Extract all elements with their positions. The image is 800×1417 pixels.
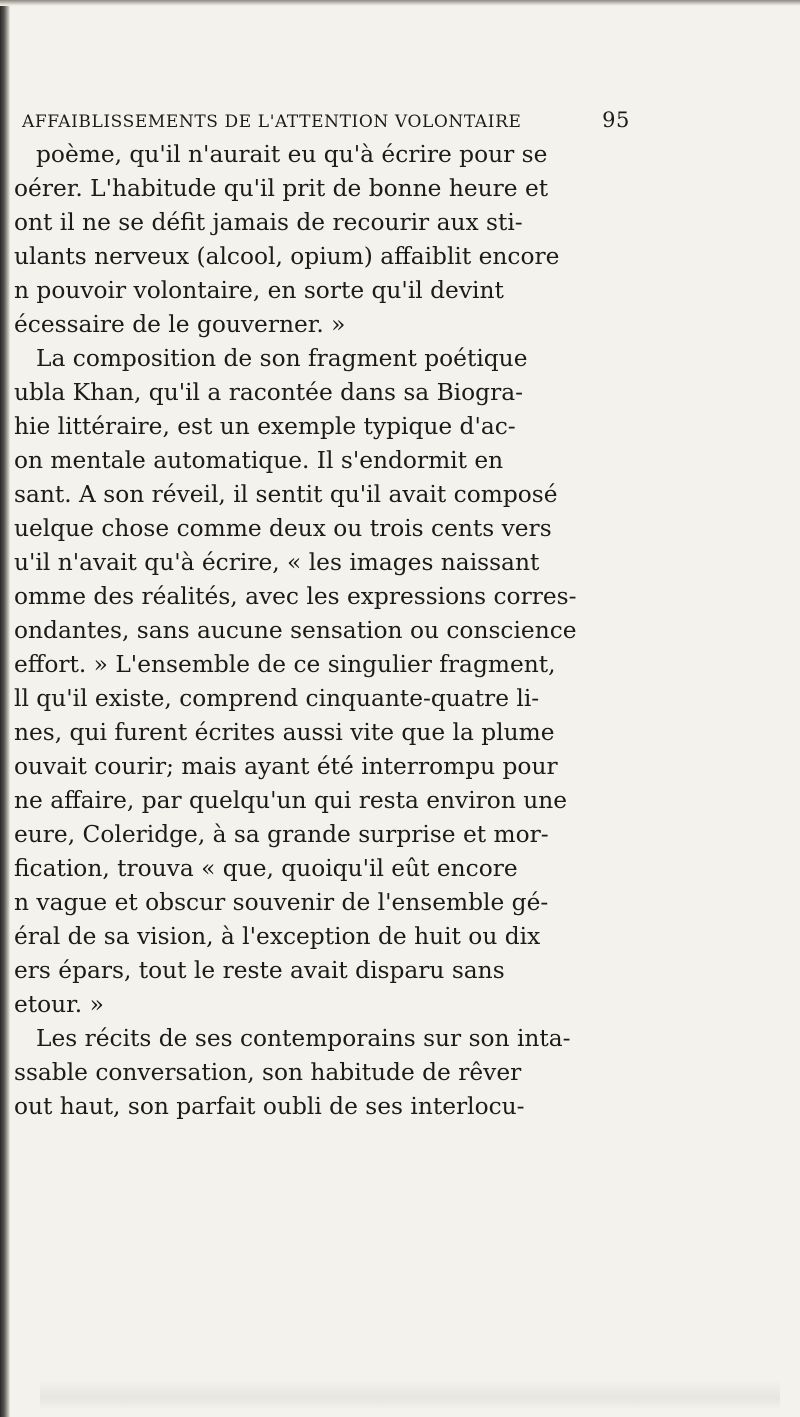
text-line: nes, qui furent écrites aussi vite que la plume — [14, 719, 555, 746]
page-smudge — [40, 1380, 780, 1410]
text-line: ouvait courir; mais ayant été interrompu pour — [14, 753, 558, 780]
text-line: ne affaire, par quelqu'un qui resta environ une — [14, 787, 568, 814]
text-line: on mentale automatique. Il s'endormit en — [14, 447, 504, 474]
book-binding-edge — [0, 0, 10, 1417]
running-header — [14, 108, 630, 132]
text-line: hie littéraire, est un exemple typique d'ac- — [14, 413, 516, 440]
text-line: u'il n'avait qu'à écrire, « les images naissant — [14, 549, 540, 576]
text-line: ont il ne se défit jamais de recourir aux sti- — [14, 209, 523, 236]
text-line: poème, qu'il n'aurait eu qu'à écrire pour se — [36, 141, 548, 168]
paragraph-start-line: La composition de son fragment poétique — [36, 345, 528, 372]
text-line: sant. A son réveil, il sentit qu'il avait composé — [14, 481, 558, 508]
text-line: ll qu'il existe, comprend cinquante-quatre li- — [14, 685, 540, 712]
text-line: ulants nerveux (alcool, opium) affaiblit encore — [14, 243, 560, 270]
text-line: éral de sa vision, à l'exception de huit ou dix — [14, 923, 541, 950]
text-line: out haut, son parfait oubli de ses interlocu- — [14, 1093, 525, 1120]
running-title: AFFAIBLISSEMENTS DE L'ATTENTION VOLONTAIRE — [22, 112, 522, 132]
text-line: écessaire de le gouverner. » — [14, 311, 346, 338]
text-line: etour. » — [14, 991, 104, 1018]
text-line: omme des réalités, avec les expressions corres- — [14, 583, 577, 610]
text-line: uelque chose comme deux ou trois cents vers — [14, 515, 552, 542]
paragraph-start-line: Les récits de ses contemporains sur son inta- — [36, 1025, 571, 1052]
text-line: ondantes, sans aucune sensation ou conscience — [14, 617, 577, 644]
book-page — [14, 108, 630, 1124]
text-line: ers épars, tout le reste avait disparu sans — [14, 957, 505, 984]
text-line: ssable conversation, son habitude de rêver — [14, 1059, 522, 1086]
text-line: effort. » L'ensemble de ce singulier fragment, — [14, 651, 556, 678]
page-top-edge — [0, 0, 800, 6]
page-number: 95 — [602, 108, 630, 132]
body-text — [14, 138, 630, 1124]
text-line: eure, Coleridge, à sa grande surprise et mor- — [14, 821, 549, 848]
text-line: oérer. L'habitude qu'il prit de bonne heure et — [14, 175, 549, 202]
text-line: n pouvoir volontaire, en sorte qu'il devint — [14, 277, 504, 304]
text-line: n vague et obscur souvenir de l'ensemble gé- — [14, 889, 549, 916]
text-line: fication, trouva « que, quoiqu'il eût encore — [14, 855, 518, 882]
text-line: ubla Khan, qu'il a racontée dans sa Biogra- — [14, 379, 523, 406]
